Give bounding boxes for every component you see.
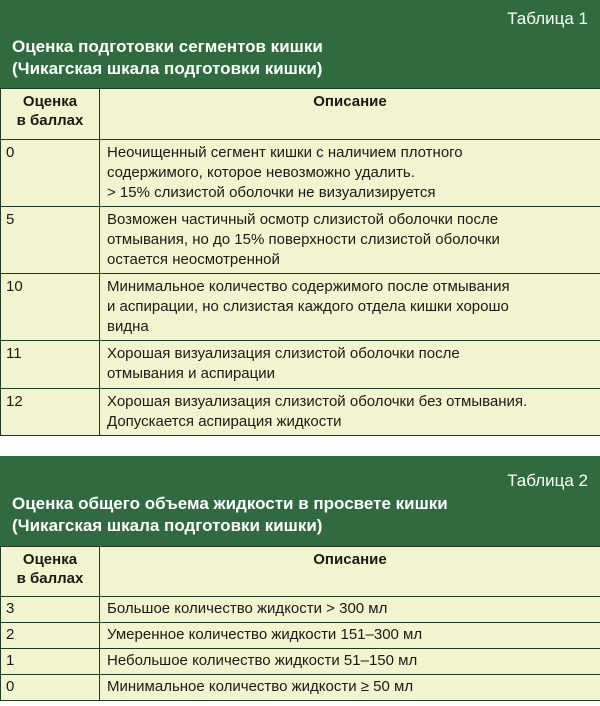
table-2-block	[0, 456, 600, 706]
table-2-title	[12, 493, 448, 537]
table-row	[1, 274, 600, 341]
table-2-title-line-1: Оценка общего объема жидкости в просвете кишки	[12, 494, 448, 513]
table-2	[0, 546, 600, 701]
table-1-col-desc-header: Описание	[100, 89, 600, 140]
table-row	[1, 623, 600, 649]
description-line: Хорошая визуализация слизистой оболочки без отмывания.	[107, 393, 528, 410]
score-cell: 5	[1, 207, 100, 274]
score-header-line-1: Оценка	[22, 551, 78, 568]
table-row	[1, 207, 600, 274]
table-2-number: Таблица 2	[507, 471, 588, 490]
table-2-col-score-header	[1, 547, 100, 597]
table-row	[1, 140, 600, 207]
table-1-title-line-1: Оценка подготовки сегментов кишки	[12, 37, 323, 56]
description-cell	[100, 274, 600, 341]
score-header-line-2: в баллах	[16, 570, 84, 587]
score-cell: 0	[1, 140, 100, 207]
score-cell: 1	[1, 649, 100, 675]
table-1-number: Таблица 1	[507, 9, 588, 28]
description-cell	[100, 140, 600, 207]
score-header-line-1: Оценка	[22, 93, 78, 110]
score-cell: 10	[1, 274, 100, 341]
description-cell: Большое количество жидкости > 300 мл	[100, 597, 600, 623]
score-cell: 0	[1, 675, 100, 701]
table-1	[0, 88, 600, 436]
table-row	[1, 389, 600, 436]
description-line: содержимого, которое невозможно удалить.	[107, 164, 415, 181]
table-row	[1, 597, 600, 623]
table-2-header	[0, 456, 600, 546]
description-line: Неочищенный сегмент кишки с наличием плотного	[107, 144, 463, 161]
table-1-header	[0, 0, 600, 88]
score-header-line-2: в баллах	[16, 112, 84, 129]
table-1-col-score-header	[1, 89, 100, 140]
table-1-header-row	[1, 89, 600, 140]
description-line: Возможен частичный осмотр слизистой оболочки после	[107, 211, 499, 228]
description-line: отмывания и аспирации	[107, 365, 275, 382]
table-2-title-line-2: (Чикагская шкала подготовки кишки)	[12, 516, 323, 535]
description-cell: Небольшое количество жидкости 51–150 мл	[100, 649, 600, 675]
table-1-title	[12, 36, 323, 80]
description-line: Минимальное количество содержимого после отмывания	[107, 278, 510, 295]
score-cell: 11	[1, 341, 100, 389]
description-cell	[100, 207, 600, 274]
table-1-title-line-2: (Чикагская шкала подготовки кишки)	[12, 59, 323, 78]
description-line: Допускается аспирация жидкости	[107, 413, 342, 430]
description-line: остается неосмотренной	[107, 251, 280, 268]
description-line: Хорошая визуализация слизистой оболочки после	[107, 345, 460, 362]
description-cell: Минимальное количество жидкости ≥ 50 мл	[100, 675, 600, 701]
score-cell: 12	[1, 389, 100, 436]
score-cell: 3	[1, 597, 100, 623]
description-line: и аспирации, но слизистая каждого отдела кишки хорошо	[107, 298, 509, 315]
description-cell	[100, 341, 600, 389]
description-line: > 15% слизистой оболочки не визуализируется	[107, 184, 436, 201]
score-cell: 2	[1, 623, 100, 649]
description-line: видна	[107, 318, 149, 335]
table-2-header-row	[1, 547, 600, 597]
table-2-col-desc-header: Описание	[100, 547, 600, 597]
description-line: отмывания, но до 15% поверхности слизистой оболочки	[107, 231, 500, 248]
description-cell: Умеренное количество жидкости 151–300 мл	[100, 623, 600, 649]
table-row	[1, 675, 600, 701]
table-row	[1, 649, 600, 675]
table-row	[1, 341, 600, 389]
description-cell	[100, 389, 600, 436]
